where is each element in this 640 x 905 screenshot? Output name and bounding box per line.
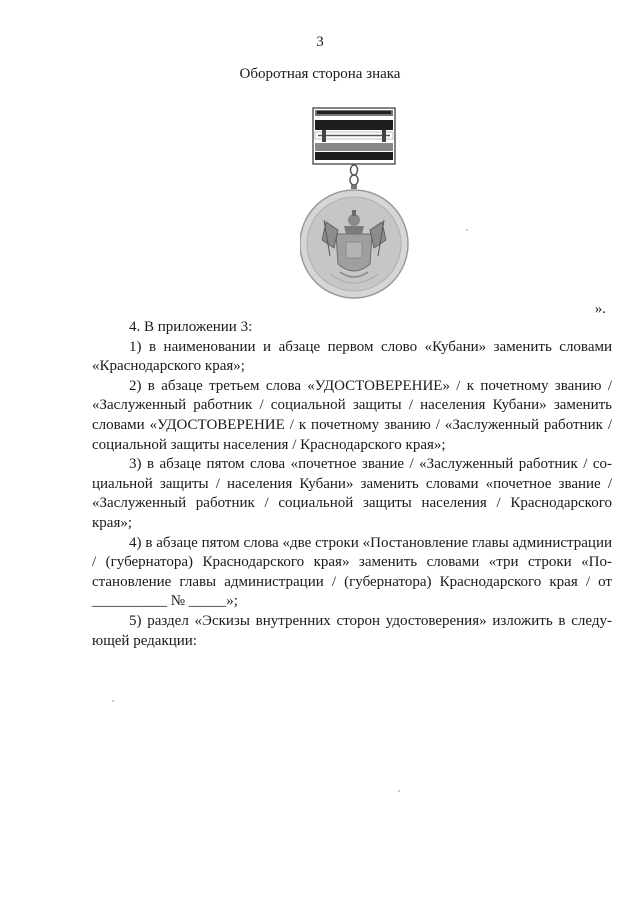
paragraph-subitem-2: 2) в абзаце третьем слова «УДОСТОВЕРЕНИЕ» / к почетному званию / «Заслуженный работник / социальной защиты / населения Кубани» заменить словами «УДОСТОВЕРЕНИЕ / к почетному званию / «Заслуженный работник / социальной защиты населения / Краснодарского края»; <box>92 377 612 453</box>
paragraph-subitem-5: 5) раздел «Эскизы внутренних сторон удостоверения» изложить в следующей редакции: <box>92 612 612 649</box>
closing-quote: ». <box>594 301 606 317</box>
page-number: 3 <box>316 34 324 50</box>
scan-speck <box>466 229 468 231</box>
medal-ribbon-bar <box>313 108 395 164</box>
medal-reverse-image <box>300 106 410 304</box>
medal-caption: Оборотная сторона знака <box>239 66 401 82</box>
amendment-text <box>92 318 612 651</box>
paragraph-subitem-4: 4) в абзаце пятом слова «две строки «Постановление главы администрации / (губернатора) Краснодарского края» заменить словами «три строки «Постановление главы администрации / (губернатора) Краснодарского края / от __________ № _____»; <box>92 534 612 610</box>
paragraph-subitem-1: 1) в наименовании и абзаце первом слово «Кубани» заменить словами «Краснодарского края»; <box>92 338 612 375</box>
medal-disc <box>300 190 408 298</box>
paragraph-subitem-3: 3) в абзаце пятом слова «почетное звание / «Заслуженный работник / социальной защиты / населения Кубани» заменить словами «почетное звание / «Заслуженный работник / социальной защиты населения / Краснодарского края»; <box>92 456 612 531</box>
paragraph-item-4-heading: 4. В приложении 3: <box>129 319 253 335</box>
scan-speck <box>398 790 400 792</box>
scan-speck <box>112 700 114 702</box>
